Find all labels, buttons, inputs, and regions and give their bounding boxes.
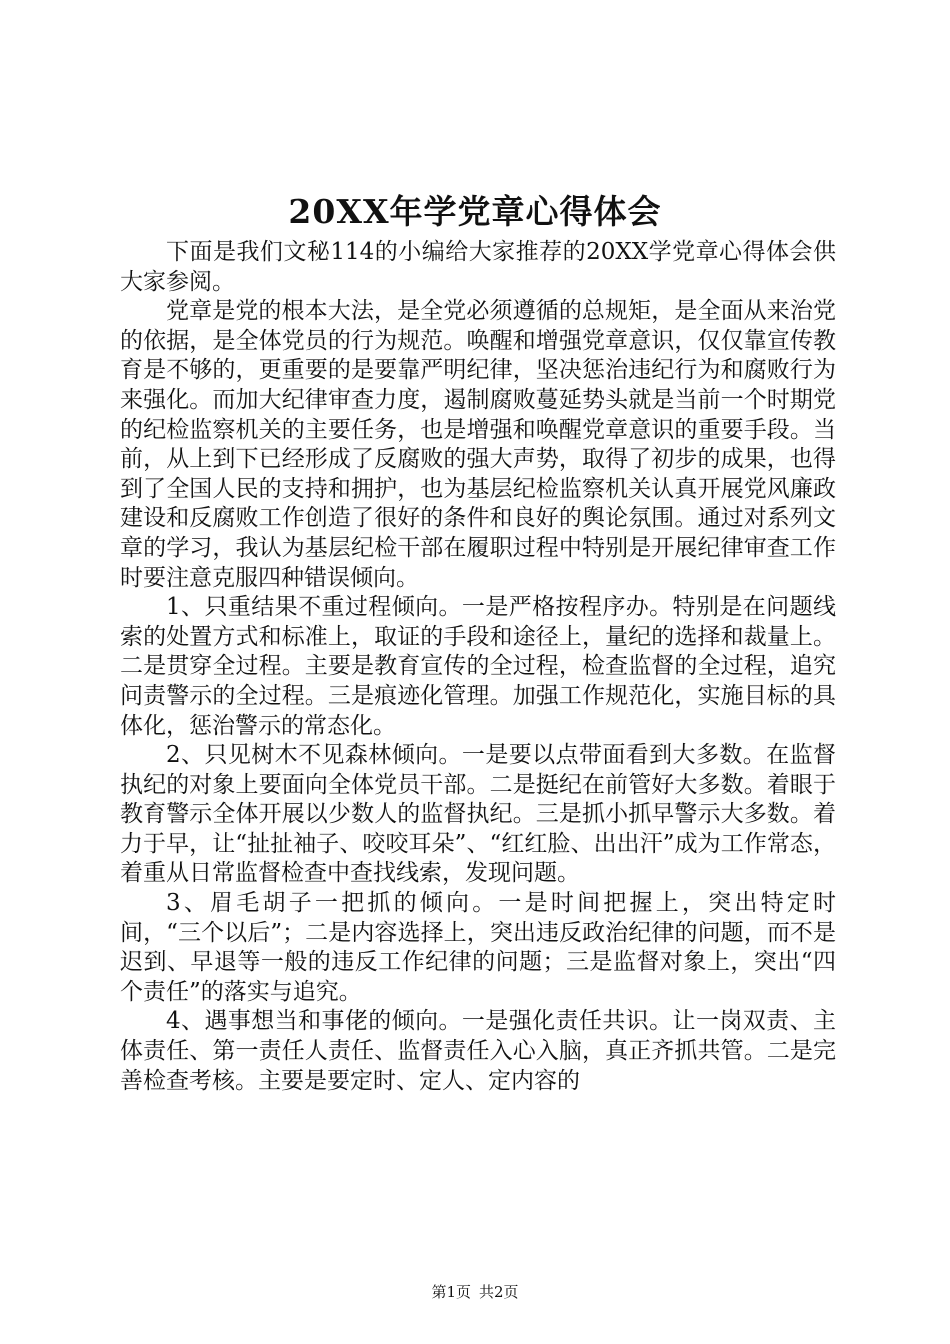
paragraph-point-2: 2、只见树木不见森林倾向。一是要以点带面看到大多数。在监督执纪的对象上要面向全体党员干部。二是挺纪在前管好大多数。着眼于教育警示全体开展以少数人的监督执纪。三是抓小抓早警示大多数。着力于早，让“扯扯袖子、咬咬耳朵”、“红红脸、出出汗”成为工作常态，着重从日常监督检查中查找线索，发现问题。 (120, 742, 836, 887)
document-title: 20XX年学党章心得体会 (288, 192, 662, 231)
paragraph-point-4: 4、遇事想当和事佬的倾向。一是强化责任共识。让一岗双责、主体责任、第一责任人责任、监督责任入心入脑，真正齐抓共管。二是完善检查考核。主要是要定时、定人、定内容的 (120, 1008, 836, 1094)
page-footer (0, 1281, 950, 1302)
paragraph-intro: 下面是我们文秘114的小编给大家推荐的20XX学党章心得体会供大家参阅。 (120, 239, 836, 295)
paragraph-point-3: 3、眉毛胡子一把抓的倾向。一是时间把握上，突出特定时间，“三个以后”；二是内容选择上，突出违反政治纪律的问题，而不是迟到、早退等一般的违反工作纪律的问题；三是监督对象上，突出“四个责任”的落实与追究。 (120, 890, 836, 1005)
document-body (120, 238, 836, 1096)
paragraph-point-1: 1、只重结果不重过程倾向。一是严格按程序办。特别是在问题线索的处置方式和标准上，取证的手段和途径上，量纪的选择和裁量上。二是贯穿全过程。主要是教育宣传的全过程，检查监督的全过程，追究问责警示的全过程。三是痕迹化管理。加强工作规范化，实施目标的具体化，惩治警示的常态化。 (120, 594, 836, 739)
page-total: 共2页 (479, 1283, 519, 1301)
paragraph-overview: 党章是党的根本大法，是全党必须遵循的总规矩，是全面从来治党的依据，是全体党员的行为规范。唤醒和增强党章意识，仅仅靠宣传教育是不够的，更重要的是要靠严明纪律，坚决惩治违纪行为和腐败行为来强化。而加大纪律审查力度，遏制腐败蔓延势头就是当前一个时期党的纪检监察机关的主要任务，也是增强和唤醒党章意识的重要手段。当前，从上到下已经形成了反腐败的强大声势，取得了初步的成果，也得到了全国人民的支持和拥护，也为基层纪检监察机关认真开展党风廉政建设和反腐败工作创造了很好的条件和良好的舆论氛围。通过对系列文章的学习，我认为基层纪检干部在履职过程中特别是开展纪律审查工作时要注意克服四种错误倾向。 (120, 298, 836, 591)
page-number: 第1页 (431, 1283, 471, 1301)
